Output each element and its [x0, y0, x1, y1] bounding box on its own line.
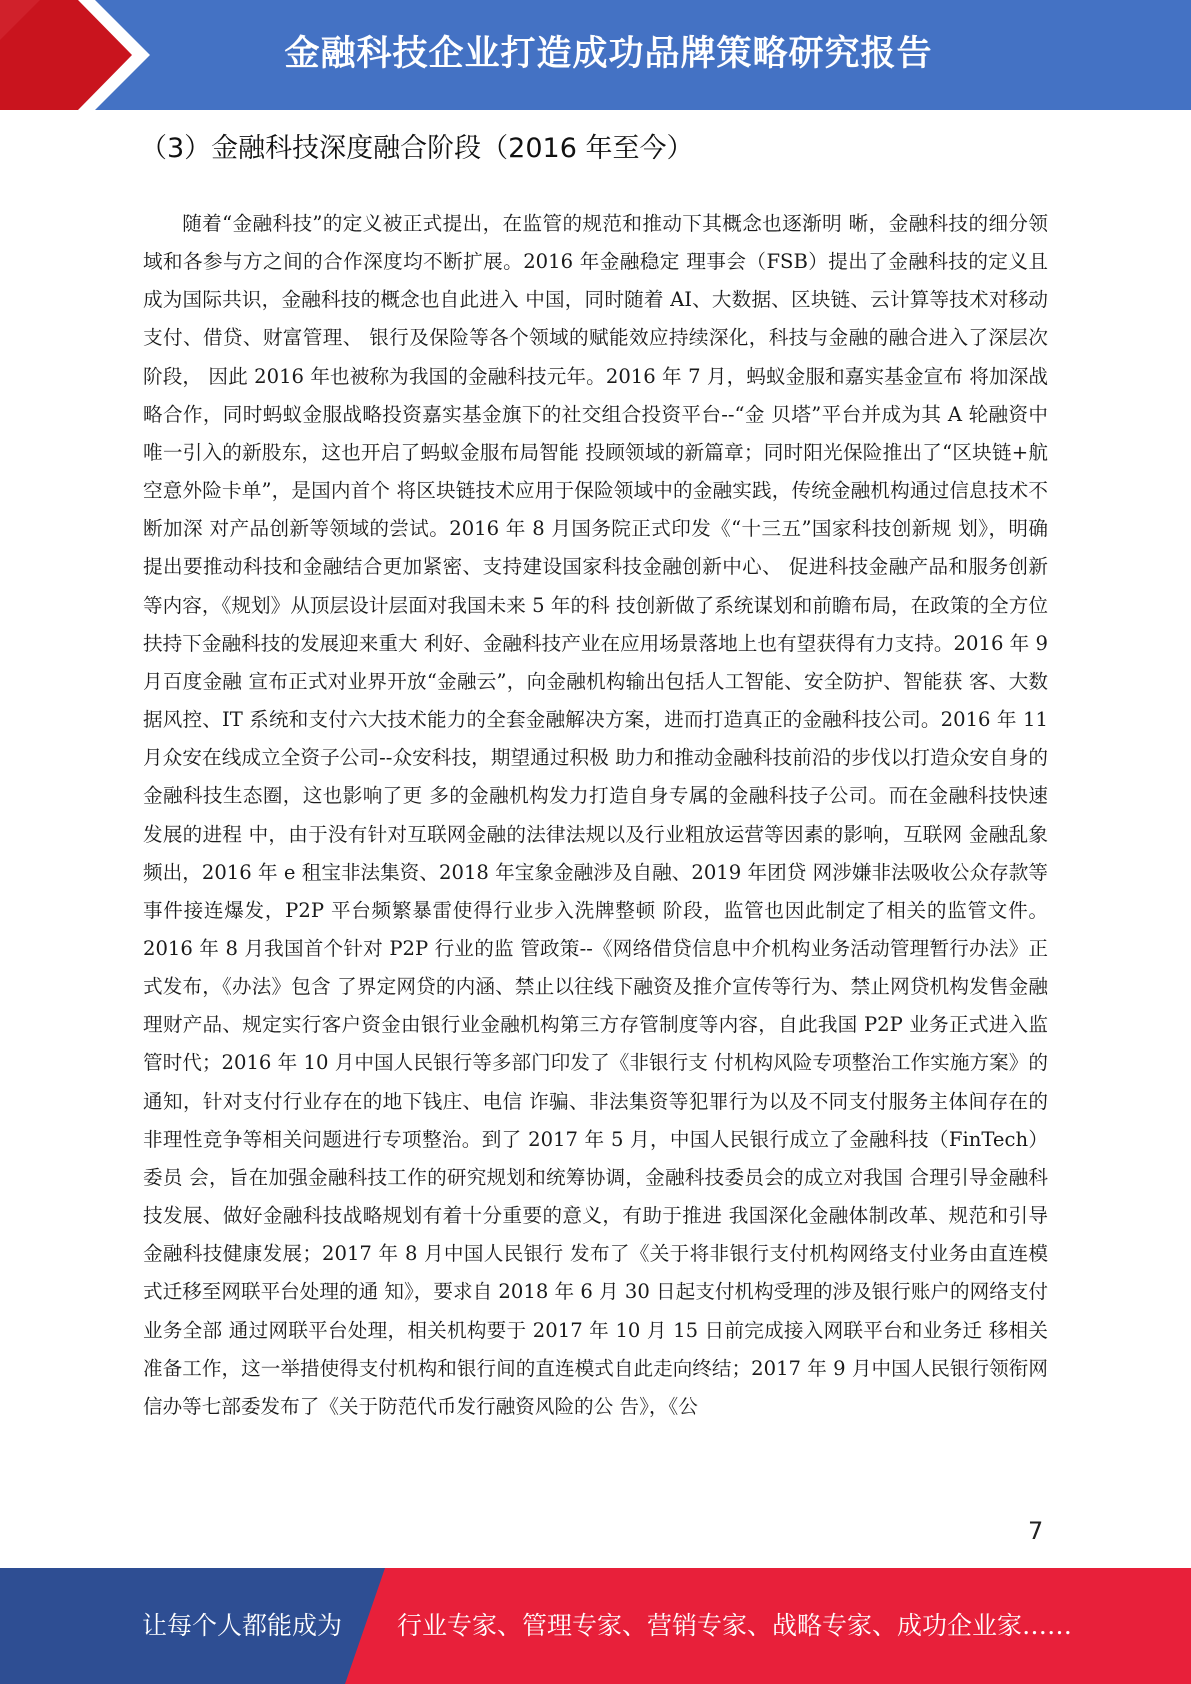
page-footer — [0, 1568, 1191, 1684]
footer-slogan-left: 让每个人都能成为 — [142, 1611, 343, 1640]
document-title: 金融科技企业打造成功品牌策略研究报告 — [284, 34, 933, 74]
footer-slogan-right: 行业专家、管理专家、营销专家、战略专家、成功企业家…… — [397, 1611, 1073, 1640]
page-header — [0, 0, 1191, 110]
section-heading: （3）金融科技深度融合阶段（2016 年至今） — [140, 133, 694, 164]
page-number: 7 — [1028, 1517, 1044, 1545]
body-paragraph: 随着“金融科技”的定义被正式提出，在监管的规范和推动下其概念也逐渐明 晰，金融科技的细分领域和各参与方之间的合作深度均不断扩展。2016 年金融稳定 理事会（FSB）提出了金融科技的定义且成为国际共识，金融科技的概念也自此进入 中国，同时随着 AI、大数据、区块链、云计算等技术对移动支付、借贷、财富管理、 银行及保险等各个领域的赋能效应持续深化，科技与金融的融合进入了深层次阶段， 因此 2016 年也被称为我国的金融科技元年。2016 年 7 月，蚂蚁金服和嘉实基金宣布 将加深战略合作，同时蚂蚁金服战略投资嘉实基金旗下的社交组合投资平台--“金 贝塔”平台并成为其 A 轮融资中唯一引入的新股东，这也开启了蚂蚁金服布局智能 投顾领域的新篇章；同时阳光保险推出了“区块链+航空意外险卡单”，是国内首个 将区块链技术应用于保险领域中的金融实践，传统金融机构通过信息技术不断加深 对产品创新等领域的尝试。2016 年 8 月国务院正式印发《“十三五”国家科技创新规 划》，明确提出要推动科技和金融结合更加紧密、支持建设国家科技金融创新中心、 促进科技金融产品和服务创新等内容，《规划》从顶层设计层面对我国未来 5 年的科 技创新做了系统谋划和前瞻布局，在政策的全方位扶持下金融科技的发展迎来重大 利好、金融科技产业在应用场景落地上也有望获得有力支持。2016 年 9 月百度金融 宣布正式对业界开放“金融云”，向金融机构输出包括人工智能、安全防护、智能获 客、大数据风控、IT 系统和支付六大技术能力的全套金融解决方案，进而打造真正的金融科技公司。2016 年 11 月众安在线成立全资子公司--众安科技，期望通过积极 助力和推动金融科技前沿的步伐以打造众安自身的金融科技生态圈，这也影响了更 多的金融机构发力打造自身专属的金融科技子公司。而在金融科技快速发展的进程 中，由于没有针对互联网金融的法律法规以及行业粗放运营等因素的影响，互联网 金融乱象频出，2016 年 e 租宝非法集资、2018 年宝象金融涉及自融、2019 年团贷 网涉嫌非法吸收公众存款等事件接连爆发，P2P 平台频繁暴雷使得行业步入洗牌整顿 阶段，监管也因此制定了相关的监管文件。2016 年 8 月我国首个针对 P2P 行业的监 管政策--《网络借贷信息中介机构业务活动管理暂行办法》正式发布，《办法》包含 了界定网贷的内涵、禁止以往线下融资及推介宣传等行为、禁止网贷机构发售金融 理财产品、规定实行客户资金由银行业金融机构第三方存管制度等内容，自此我国 P2P 业务正式进入监管时代；2016 年 10 月中国人民银行等多部门印发了《非银行支 付机构风险专项整治工作实施方案》的通知，针对支付行业存在的地下钱庄、电信 诈骗、非法集资等犯罪行为以及不同支付服务主体间存在的非理性竞争等相关问题进行专项整治。到了 2017 年 5 月，中国人民银行成立了金融科技（FinTech）委员 会，旨在加强金融科技工作的研究规划和统筹协调，金融科技委员会的成立对我国 合理引导金融科技发展、做好金融科技战略规划有着十分重要的意义，有助于推进 我国深化金融体制改革、规范和引导金融科技健康发展；2017 年 8 月中国人民银行 发布了《关于将非银行支付机构网络支付业务由直连模式迁移至网联平台处理的通 知》，要求自 2018 年 6 月 30 日起支付机构受理的涉及银行账户的网络支付业务全部 通过网联平台处理，相关机构要于 2017 年 10 月 15 日前完成接入网联平台和业务迁 移相关准备工作，这一举措使得支付机构和银行间的直连模式自此走向终结；2017 年 9 月中国人民银行领衔网信办等七部委发布了《关于防范代币发行融资风险的公 告》，《公 — [143, 212, 1048, 1418]
